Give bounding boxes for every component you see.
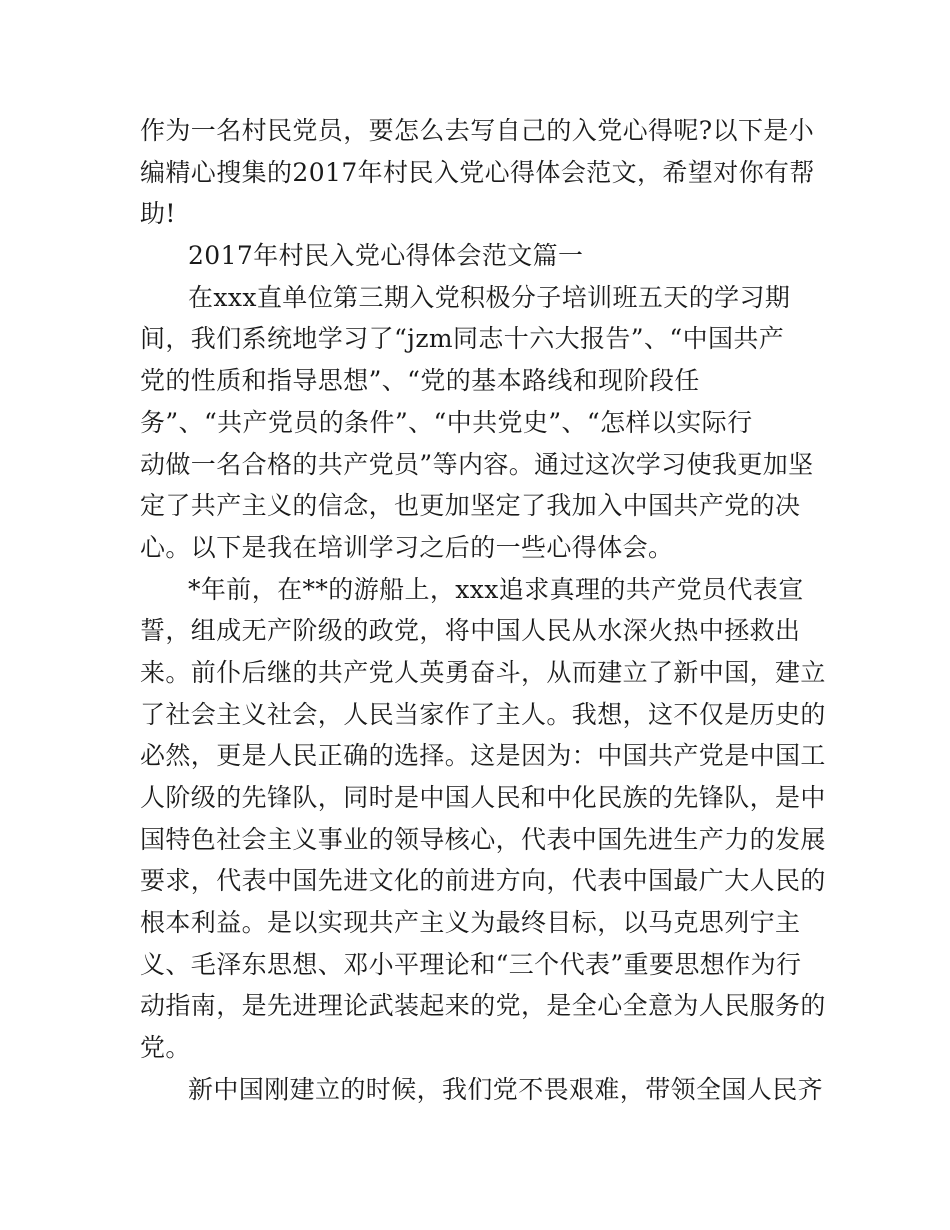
text-line: 务”、“共产党员的条件”、“中共党史”、“怎样以实际行 <box>140 407 753 437</box>
text-line: 根本利益。是以实现共产主义为最终目标，以马克思列宁主 <box>140 908 801 938</box>
text-line: 了社会主义社会，人民当家作了主人。我想，这不仅是历史的 <box>140 699 826 729</box>
text-line: 国特色社会主义事业的领导核心，代表中国先进生产力的发展 <box>140 824 826 854</box>
text-line: 心。以下是我在培训学习之后的一些心得体会。 <box>140 532 674 562</box>
text-line: 来。前仆后继的共产党人英勇奋斗，从而建立了新中国，建立 <box>140 657 826 687</box>
text-line: *年前，在**的游船上，xxx追求真理的共产党员代表宣 <box>188 574 804 604</box>
text-line: 助! <box>140 199 176 229</box>
document-body <box>140 110 826 1111</box>
text-line: 人阶级的先锋队，同时是中国人民和中化民族的先锋队，是中 <box>140 783 826 812</box>
text-line: 义、毛泽东思想、邓小平理论和“三个代表”重要思想作为行 <box>140 949 802 979</box>
section-heading: 2017年村民入党心得体会范文篇一 <box>188 241 584 271</box>
text-line: 编精心搜集的2017年村民入党心得体会范文，希望对你有帮 <box>140 157 815 187</box>
text-line: 间，我们系统地学习了“jzm同志十六大报告”、“中国共产 <box>140 324 785 354</box>
text-line: 誓，组成无产阶级的政党，将中国人民从水深火热中拯救出 <box>140 616 801 646</box>
text-line: 在xxx直单位第三期入党积极分子培训班五天的学习期 <box>188 282 791 312</box>
text-line: 动指南，是先进理论武装起来的党，是全心全意为人民服务的 <box>140 991 826 1021</box>
text-line: 要求，代表中国先进文化的前进方向，代表中国最广大人民的 <box>140 866 826 896</box>
text-line: 党的性质和指导思想”、“党的基本路线和现阶段任 <box>140 366 700 396</box>
text-line: 定了共产主义的信念，也更加坚定了我加入中国共产党的决 <box>140 491 801 521</box>
text-line: 党。 <box>140 1033 191 1063</box>
text-line: 必然，更是人民正确的选择。这是因为：中国共产党是中国工 <box>140 741 826 771</box>
text-line: 动做一名合格的共产党员”等内容。通过这次学习使我更加坚 <box>140 449 814 479</box>
text-line: 新中国刚建立的时候，我们党不畏艰难，带领全国人民齐 <box>188 1074 824 1104</box>
text-line: 作为一名村民党员，要怎么去写自己的入党心得呢?以下是小 <box>140 116 815 145</box>
